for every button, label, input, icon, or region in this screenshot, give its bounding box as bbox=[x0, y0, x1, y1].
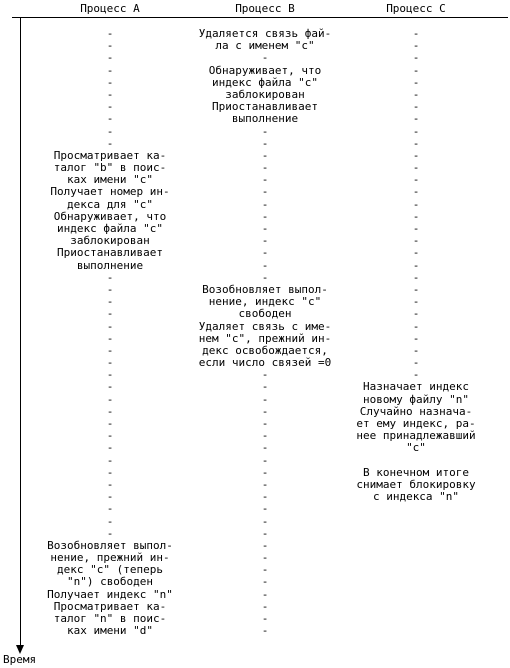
timeline-row: Назначает индекс bbox=[363, 380, 469, 394]
timeline-row: Удаляется связь фай- bbox=[198, 27, 332, 40]
timeline-row: - bbox=[261, 185, 269, 199]
timeline-row: - bbox=[261, 429, 269, 443]
timeline-row: - bbox=[412, 282, 420, 296]
timeline-row: выполнение bbox=[231, 112, 299, 126]
timeline-row: - bbox=[412, 343, 420, 357]
timeline-row: Получает номер ин- bbox=[50, 185, 170, 199]
timeline-row: - bbox=[106, 429, 114, 443]
timeline-row: индекс файла "c" bbox=[212, 75, 318, 89]
timeline-row: - bbox=[261, 197, 269, 211]
timeline-row: - bbox=[412, 87, 420, 101]
timeline-row: - bbox=[412, 75, 420, 89]
timeline-row: - bbox=[106, 307, 114, 321]
timeline-row: - bbox=[261, 234, 269, 248]
timeline-row: - bbox=[261, 392, 269, 406]
timeline-row: Возобновляет выпол- bbox=[202, 282, 328, 296]
column-process-c bbox=[331, 28, 501, 503]
timeline-row: - bbox=[412, 368, 420, 382]
timeline-row: - bbox=[106, 331, 114, 345]
timeline-row: - bbox=[261, 404, 269, 418]
timeline-row: - bbox=[412, 222, 420, 235]
timeline-row: Обнаруживает, что bbox=[208, 63, 322, 77]
timeline-row: - bbox=[412, 234, 420, 248]
timeline-row: нем "c", прежний ин- bbox=[198, 331, 332, 345]
time-axis-label: Время bbox=[3, 653, 37, 666]
timeline-row: ках имени "c" bbox=[66, 173, 154, 187]
timeline-row: - bbox=[412, 100, 420, 114]
timeline-row: - bbox=[261, 417, 269, 430]
timeline-row: - bbox=[261, 173, 269, 187]
timeline-row: свободен bbox=[238, 307, 292, 321]
timeline-row: - bbox=[106, 526, 114, 540]
timeline-row: - bbox=[412, 185, 420, 199]
timeline-row: заблокирован bbox=[70, 234, 150, 248]
timeline-row: талог "n" в поис- bbox=[53, 612, 167, 625]
timeline-row: - bbox=[261, 538, 269, 552]
timeline-row: - bbox=[261, 246, 269, 260]
timeline-row bbox=[331, 455, 501, 467]
timeline-row: - bbox=[261, 599, 269, 613]
timeline-row: - bbox=[261, 612, 269, 625]
timeline-row: - bbox=[106, 465, 114, 479]
timeline-row: - bbox=[106, 124, 114, 138]
timeline-row: - bbox=[261, 209, 269, 223]
timeline-row: - bbox=[261, 258, 269, 272]
timeline-row: - bbox=[106, 136, 114, 150]
timeline-row: - bbox=[106, 490, 114, 504]
timeline-row: - bbox=[412, 148, 420, 162]
timeline-row: Просматривает ка- bbox=[53, 148, 167, 162]
timeline-row: - bbox=[106, 404, 114, 418]
timeline-row: - bbox=[106, 368, 114, 382]
timeline-row: В конечном итоге bbox=[363, 465, 469, 479]
timeline-row: - bbox=[412, 27, 420, 40]
timeline-row: - bbox=[261, 368, 269, 382]
timeline-row: - bbox=[412, 246, 420, 260]
timeline-row: - bbox=[106, 270, 114, 284]
time-axis bbox=[20, 17, 21, 646]
timeline-row: - bbox=[261, 51, 269, 65]
timeline-row: декс освобождается, bbox=[202, 343, 328, 357]
timeline-row: - bbox=[106, 502, 114, 516]
timeline-row: Обнаруживает, что bbox=[53, 209, 167, 223]
timeline-row: - bbox=[261, 270, 269, 284]
timeline-row: - bbox=[106, 453, 114, 467]
timeline-row: - bbox=[261, 453, 269, 467]
timeline-row: - bbox=[412, 319, 420, 333]
timeline-row: - bbox=[412, 161, 420, 175]
timeline-row: Приостанавливает bbox=[57, 246, 163, 260]
timeline-row: - bbox=[106, 392, 114, 406]
timeline-row: - bbox=[412, 331, 420, 345]
timeline-row: - bbox=[261, 587, 269, 601]
timeline-row: - bbox=[412, 136, 420, 150]
timeline-row: - bbox=[106, 112, 114, 126]
timeline-row: - bbox=[261, 526, 269, 540]
timeline-row: декс "c" (теперь bbox=[57, 563, 163, 577]
timeline-row: - bbox=[261, 161, 269, 175]
timeline-row: - bbox=[261, 502, 269, 516]
timeline-row: Возобновляет выпол- bbox=[47, 538, 173, 552]
timeline-row: "n") свободен bbox=[66, 575, 154, 589]
timeline-row: декса для "c" bbox=[66, 197, 154, 211]
timeline-row: нее принадлежавший bbox=[356, 429, 476, 443]
timeline-row: - bbox=[106, 75, 114, 89]
timeline-row: нение, индекс "c" bbox=[208, 295, 322, 309]
timeline-row: - bbox=[261, 148, 269, 162]
timeline-row: заблокирован bbox=[225, 87, 305, 101]
header-process-c: Процесс C bbox=[386, 2, 446, 15]
timeline-row: - bbox=[261, 575, 269, 589]
timeline-row: "c" bbox=[406, 441, 426, 455]
timeline-row: - bbox=[261, 222, 269, 235]
header-process-b: Процесс B bbox=[235, 2, 295, 15]
timeline-row: - bbox=[261, 136, 269, 150]
timeline-row: индекс файла "c" bbox=[57, 222, 163, 235]
timeline-row: - bbox=[412, 295, 420, 309]
timeline-row: - bbox=[261, 124, 269, 138]
timeline-row: - bbox=[261, 490, 269, 504]
timeline-row: - bbox=[261, 514, 269, 528]
timeline-row: - bbox=[412, 307, 420, 321]
timeline-row: - bbox=[106, 319, 114, 333]
timeline-row: ет ему индекс, ра- bbox=[356, 417, 476, 430]
timeline-row: - bbox=[412, 209, 420, 223]
timeline-row: новому файлу "n" bbox=[363, 392, 469, 406]
timeline-row: с индекса "n" bbox=[372, 490, 460, 504]
timeline-row: - bbox=[106, 63, 114, 77]
timeline-row: - bbox=[106, 514, 114, 528]
timeline-row: нение, прежний ин- bbox=[50, 551, 170, 565]
timeline-row: - bbox=[106, 39, 114, 53]
timeline-row: - bbox=[412, 112, 420, 126]
timeline-row: если число связей =0 bbox=[198, 356, 332, 370]
timeline-row: - bbox=[412, 124, 420, 138]
timeline-row: - bbox=[412, 39, 420, 53]
timeline-row: - bbox=[412, 63, 420, 77]
timeline-row: - bbox=[106, 477, 114, 491]
timeline-row: - bbox=[412, 258, 420, 272]
timeline-row: - bbox=[106, 417, 114, 430]
timeline-row: - bbox=[412, 51, 420, 65]
timeline-row: Случайно назнача- bbox=[359, 404, 473, 418]
header-underline bbox=[12, 17, 508, 18]
timeline-row: - bbox=[412, 197, 420, 211]
timeline-row: - bbox=[261, 551, 269, 565]
timeline-row: - bbox=[261, 477, 269, 491]
timeline-row: - bbox=[412, 356, 420, 370]
timeline-row: - bbox=[106, 295, 114, 309]
timeline-row: - bbox=[106, 51, 114, 65]
timeline-row: Удаляет связь с име- bbox=[198, 319, 332, 333]
timeline-row: - bbox=[106, 441, 114, 455]
timeline-row: - bbox=[106, 356, 114, 370]
timeline-row: - bbox=[261, 563, 269, 577]
timeline-row: - bbox=[412, 173, 420, 187]
timeline-row: Просматривает ка- bbox=[53, 599, 167, 613]
timeline-row: талог "b" в поис- bbox=[53, 161, 167, 175]
timeline-row: - bbox=[106, 343, 114, 357]
timeline-row: ла с именем "c" bbox=[215, 39, 315, 53]
timeline-row: - bbox=[261, 465, 269, 479]
timeline-row: - bbox=[106, 100, 114, 114]
timeline-row: - bbox=[106, 27, 114, 40]
timeline-row: Приостанавливает bbox=[212, 100, 318, 114]
timeline-row: - bbox=[106, 282, 114, 296]
column-process-b bbox=[180, 28, 350, 637]
timeline-row: ках имени "d" bbox=[66, 624, 154, 638]
timeline-row: - bbox=[412, 270, 420, 284]
timeline-row: - bbox=[261, 624, 269, 638]
column-process-a bbox=[25, 28, 195, 637]
timeline-row: - bbox=[261, 380, 269, 394]
timeline-row: снимает блокировку bbox=[356, 477, 476, 491]
timeline-row: - bbox=[106, 87, 114, 101]
header-process-a: Процесс A bbox=[80, 2, 140, 15]
timeline-row: - bbox=[261, 441, 269, 455]
timeline-row: - bbox=[106, 380, 114, 394]
timeline-row: Получает индекс "n" bbox=[47, 587, 173, 601]
timeline-row: выполнение bbox=[76, 258, 144, 272]
